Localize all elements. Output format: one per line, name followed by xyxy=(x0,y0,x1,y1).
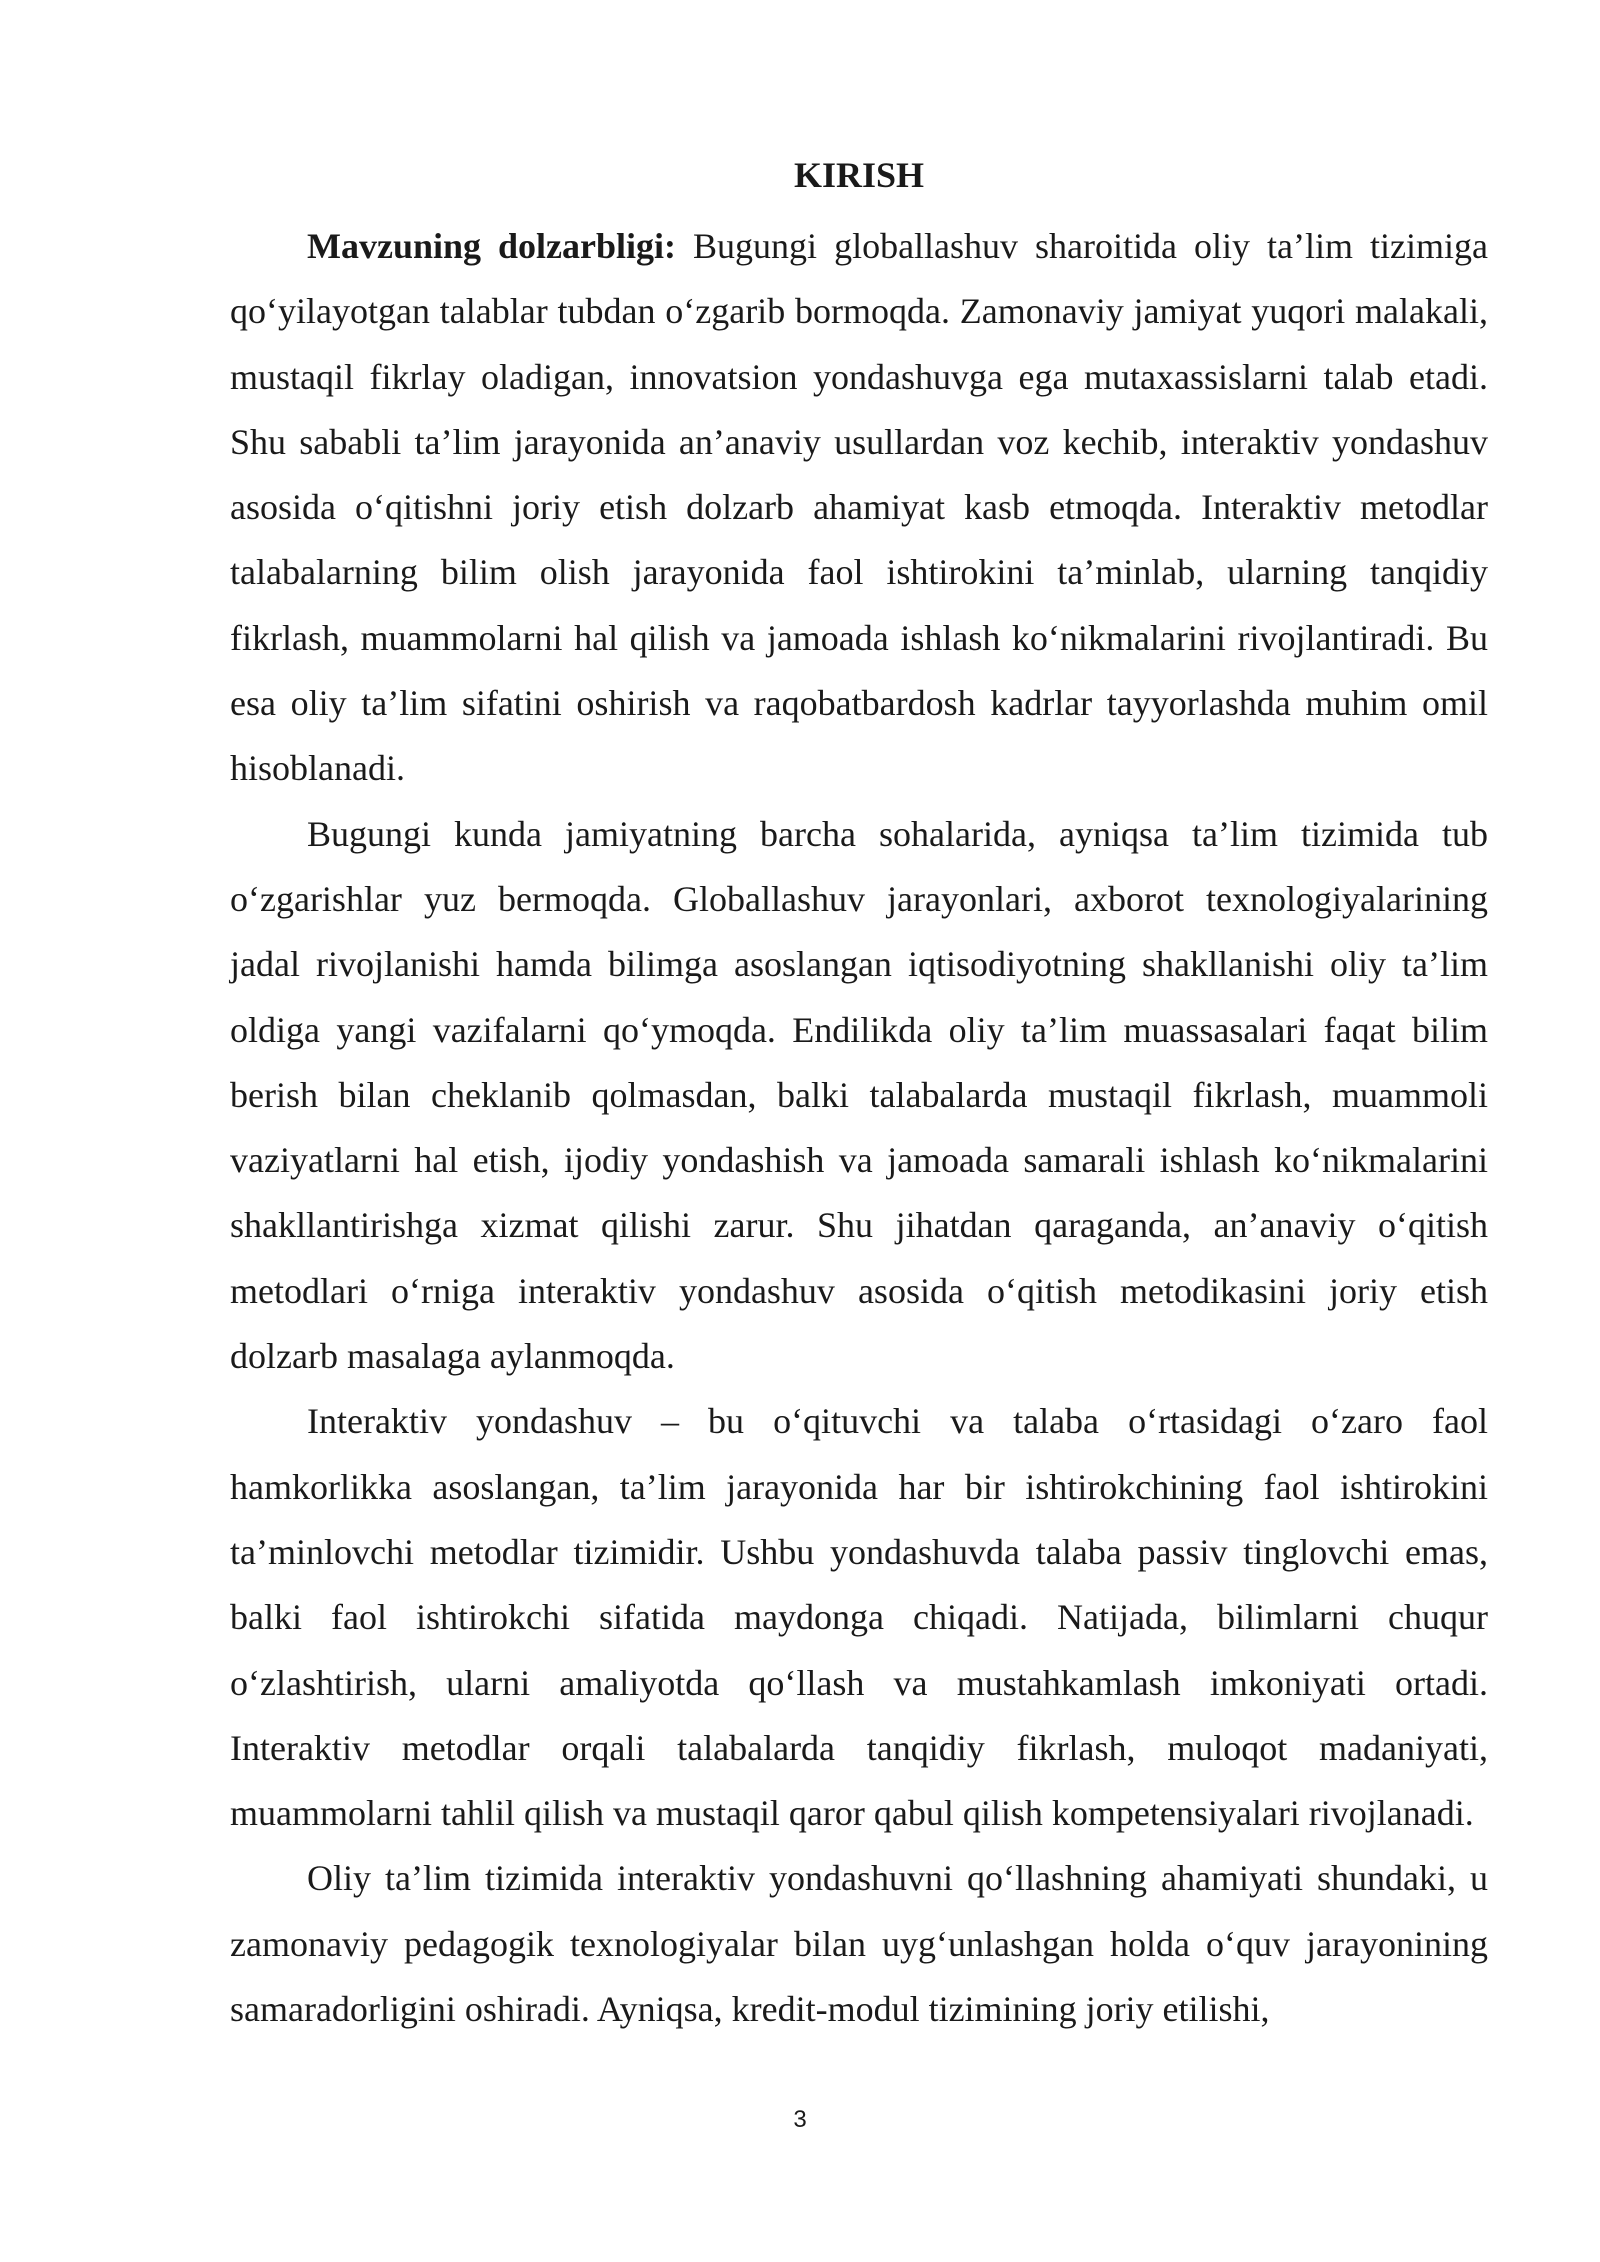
paragraph-relevance xyxy=(230,214,1488,802)
paragraph-changes xyxy=(230,802,1488,1390)
paragraph-interactive-approach xyxy=(230,1389,1488,1846)
paragraph-lead: Mavzuning dolzarbligi: xyxy=(307,226,677,266)
paragraph-text: Oliy ta’lim tizimida interaktiv yondashuvni qo‘llashning ahamiyati shundaki, u zamonaviy pedagogik texnologiyalar bilan uyg‘unlashgan holda o‘quv jarayonining samaradorligini oshiradi. Ayniqsa, kredit-modul tizimining joriy etilishi, xyxy=(230,1858,1488,2030)
paragraph-text: Interaktiv yondashuv – bu o‘qituvchi va talaba o‘rtasidagi o‘zaro faol hamkorlikka asoslangan, ta’lim jarayonida har bir ishtirokchining faol ishtirokini ta’minlovchi metodlar tizimidir. Ushbu yondashuvda talaba passiv tinglovchi emas, balki faol ishtirokchi sifatida maydonga chiqadi. Natijada, bilimlarni chuqur o‘zlashtirish, ularni amaliyotda qo‘llash va mustahkamlash imkoniyati ortadi. Interaktiv metodlar orqali talabalarda tanqidiy fikrlash, muloqot madaniyati, muammolarni tahlil qilish va mustaqil qaror qabul qilish kompetensiyalari rivojlanadi. xyxy=(230,1401,1488,1834)
paragraph-importance xyxy=(230,1846,1488,2042)
page-title: KIRISH xyxy=(793,155,925,195)
paragraph-text: Bugungi kunda jamiyatning barcha sohalarida, ayniqsa ta’lim tizimida tub o‘zgarishlar yuz bermoqda. Globallashuv jarayonlari, axborot texnologiyalarining jadal rivojlanishi hamda bilimga asoslangan iqtisodiyotning shakllanishi oliy ta’lim oldiga yangi vazifalarni qo‘ymoqda. Endilikda oliy ta’lim muassasalari faqat bilim berish bilan cheklanib qolmasdan, balki talabalarda mustaqil fikrlash, muammoli vaziyatlarni hal etish, ijodiy yondashish va jamoada samarali ishlash ko‘nikmalarini shakllantirishga xizmat qilishi zarur. Shu jihatdan qaraganda, an’anaviy o‘qitish metodlari o‘rniga interaktiv yondashuv asosida o‘qitish metodikasini joriy etish dolzarb masalaga aylanmoqda. xyxy=(230,813,1488,1377)
page-number: 3 xyxy=(793,2106,807,2133)
document-page xyxy=(230,150,1488,2042)
paragraph-text: Bugungi globallashuv sharoitida oliy ta’lim tizimiga qo‘yilayotgan talablar tubdan o‘zgarib bormoqda. Zamonaviy jamiyat yuqori malakali, mustaqil fikrlay oladigan, innovatsion yondashuvga ega mutaxassislarni talab etadi. Shu sababli ta’lim jarayonida an’anaviy usullardan voz kechib, interaktiv yondashuv asosida o‘qitishni joriy etish dolzarb ahamiyat kasb etmoqda. Interaktiv metodlar talabalarning bilim olish jarayonida faol ishtirokini ta’minlab, ularning tanqidiy fikrlash, muammolarni hal qilish va jamoada ishlash ko‘nikmalarini rivojlantiradi. Bu esa oliy ta’lim sifatini oshirish va raqobatbardosh kadrlar tayyorlashda muhim omil hisoblanadi. xyxy=(230,226,1488,789)
